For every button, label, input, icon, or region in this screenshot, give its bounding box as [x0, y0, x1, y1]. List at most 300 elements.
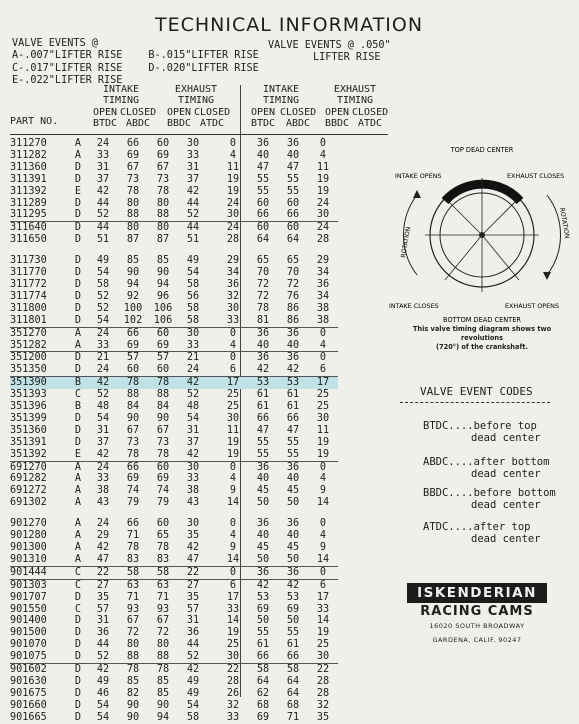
timing-value-cell: 42 — [178, 377, 218, 389]
timing-value-cell: 79 — [156, 497, 170, 509]
timing-value-cell: 53 — [286, 591, 300, 603]
timing-value-cell: 74 — [126, 485, 140, 497]
table-row — [10, 530, 338, 542]
table-row — [10, 579, 338, 591]
timing-value-cell: 19 — [226, 185, 240, 197]
timing-value-cell: 60 — [156, 138, 170, 149]
timing-value-cell: 36 — [256, 138, 270, 149]
lifter-rise-code-cell: A — [74, 530, 82, 542]
timing-value-cell: 64 — [286, 234, 300, 246]
timing-value-cell: 0 — [218, 461, 248, 473]
timing-value-cell: 93 — [156, 603, 170, 615]
table-row — [10, 566, 338, 579]
timing-value-cell: 61 — [286, 401, 300, 413]
timing-value-cell: 85 — [126, 255, 140, 267]
timing-value-cell: 53 — [256, 591, 270, 603]
lifter-rise-code-cell: D — [68, 352, 88, 364]
timing-value-cell: 4 — [319, 149, 327, 161]
timing-value-cell: 4 — [229, 149, 237, 161]
timing-value-cell: 70 — [286, 267, 300, 279]
lifter-rise-code-cell: A — [74, 485, 82, 497]
timing-value-cell: 25 — [226, 389, 240, 401]
timing-value-cell: 57 — [148, 352, 178, 364]
timing-value-cell: 72 — [256, 278, 270, 290]
timing-value-cell: 22 — [88, 566, 118, 579]
timing-value-cell: 61 — [256, 401, 270, 413]
timing-value-cell: 60 — [278, 222, 308, 234]
timing-value-cell: 80 — [126, 639, 140, 651]
lifter-rise-code-cell: A — [74, 518, 82, 530]
lifter-rise-code-cell: D — [74, 711, 82, 723]
timing-value-cell: 78 — [256, 302, 270, 314]
timing-value-cell: 78 — [156, 542, 170, 553]
timing-value-cell: 37 — [186, 173, 200, 185]
timing-value-cell: 60 — [156, 518, 170, 530]
timing-value-cell: 57 — [118, 352, 148, 364]
part-number-cell: 901630 — [10, 675, 47, 687]
part-number-cell: 311282 — [10, 149, 47, 161]
table-row — [10, 592, 338, 604]
lifter-rise-code-cell: C — [68, 579, 88, 591]
part-number-cell: 901602 — [10, 664, 68, 676]
timing-value-cell: 72 — [286, 278, 300, 290]
part-number-cell: 901550 — [10, 603, 47, 615]
timing-value-cell: 28 — [316, 234, 330, 246]
part-number-cell: 311391 — [10, 173, 47, 185]
timing-value-cell: 73 — [126, 173, 140, 185]
lifter-rise-code-cell: D — [74, 627, 82, 639]
part-number-cell: 351391 — [10, 436, 47, 448]
timing-value-cell: 0 — [308, 566, 338, 579]
lifter-rise-code-cell: A — [74, 149, 82, 161]
part-number-cell: 901400 — [10, 615, 47, 627]
rise-d: D-.020"LIFTER RISE — [148, 62, 259, 74]
part-number-cell: 311801 — [10, 314, 47, 326]
timing-value-cell: 19 — [316, 173, 330, 185]
table-row — [10, 461, 338, 473]
timing-value-cell: 49 — [186, 687, 200, 699]
table-row — [10, 138, 338, 150]
timing-value-cell: 96 — [156, 290, 170, 302]
table-row — [10, 542, 338, 554]
timing-value-cell: 69 — [256, 711, 270, 723]
timing-value-cell: 78 — [156, 448, 170, 460]
timing-value-cell: 0 — [319, 138, 327, 149]
part-number-cell: 311270 — [10, 138, 47, 149]
timing-value-cell: 27 — [88, 579, 118, 591]
timing-value-cell: 30 — [226, 209, 240, 221]
timing-value-cell: 40 — [286, 149, 300, 161]
timing-value-cell: 47 — [256, 161, 270, 173]
timing-value-cell: 78 — [148, 377, 178, 389]
timing-value-cell: 65 — [156, 530, 170, 542]
timing-value-cell: 94 — [156, 711, 170, 723]
timing-value-cell: 33 — [96, 473, 110, 485]
timing-value-cell: 85 — [126, 675, 140, 687]
timing-value-cell: 6 — [319, 364, 327, 376]
timing-value-cell: 4 — [319, 473, 327, 485]
timing-value-cell: 65 — [286, 255, 300, 267]
part-number-cell: 311774 — [10, 290, 47, 302]
part-number-cell: 311640 — [10, 222, 68, 234]
timing-value-cell: 9 — [319, 485, 327, 497]
timing-value-cell: 35 — [186, 591, 200, 603]
timing-value-cell: 33 — [316, 603, 330, 615]
timing-value-cell: 90 — [126, 711, 140, 723]
timing-value-cell: 58 — [118, 566, 148, 579]
timing-value-cell: 55 — [286, 436, 300, 448]
timing-value-cell: 31 — [96, 615, 110, 627]
timing-value-cell: 67 — [126, 615, 140, 627]
timing-value-cell: 33 — [186, 149, 200, 161]
timing-value-cell: 34 — [226, 267, 240, 279]
timing-value-cell: 55 — [256, 436, 270, 448]
timing-value-cell: 66 — [126, 518, 140, 530]
timing-value-cell: 25 — [226, 639, 240, 651]
timing-value-cell: 58 — [186, 711, 200, 723]
timing-value-cell: 19 — [316, 627, 330, 639]
timing-value-cell: 86 — [286, 314, 300, 326]
table-row — [10, 664, 338, 676]
timing-value-cell: 42 — [286, 364, 300, 376]
part-number-cell: 311289 — [10, 197, 47, 209]
timing-value-cell: 78 — [156, 185, 170, 197]
timing-value-cell: 78 — [126, 185, 140, 197]
timing-value-cell: 9 — [229, 485, 237, 497]
timing-value-cell: 14 — [226, 497, 240, 509]
part-number-cell: 901500 — [10, 627, 47, 639]
rise-050-line1: VALVE EVENTS @ .050" — [268, 40, 391, 51]
timing-value-cell: 36 — [278, 327, 308, 339]
timing-value-cell: 9 — [229, 542, 237, 553]
timing-value-cell: 36 — [248, 352, 278, 364]
timing-value-cell: 28 — [226, 234, 240, 246]
part-number-cell: 691282 — [10, 473, 47, 485]
timing-value-cell: 6 — [218, 579, 248, 591]
lifter-rise-code-cell: D — [74, 314, 82, 326]
timing-value-cell: 83 — [156, 553, 170, 565]
timing-value-cell: 73 — [156, 173, 170, 185]
hdr-closed-2: CLOSED ATDC — [194, 107, 231, 129]
part-number-cell: 691302 — [10, 497, 47, 509]
timing-value-cell: 42 — [256, 364, 270, 376]
timing-value-cell: 80 — [118, 222, 148, 234]
timing-value-cell: 45 — [256, 542, 270, 553]
timing-value-cell: 33 — [186, 339, 200, 351]
timing-value-cell: 30 — [186, 518, 200, 530]
part-number-cell: 351396 — [10, 401, 47, 413]
timing-value-cell: 94 — [126, 278, 140, 290]
table-row — [10, 377, 338, 389]
timing-value-cell: 58 — [96, 278, 110, 290]
table-row — [10, 315, 338, 327]
timing-value-cell: 33 — [96, 339, 110, 351]
timing-value-cell: 88 — [126, 209, 140, 221]
timing-value-cell: 32 — [226, 290, 240, 302]
racing-cams-logo: RACING CAMS — [420, 604, 534, 619]
timing-value-cell: 0 — [218, 327, 248, 339]
timing-value-cell: 92 — [126, 290, 140, 302]
rotation-arrow-right — [543, 272, 551, 280]
rise-c: C-.017"LIFTER RISE — [12, 62, 123, 74]
rotation-arc-right — [547, 195, 561, 275]
lifter-rise-code-cell: D — [68, 664, 88, 676]
timing-value-cell: 55 — [256, 173, 270, 185]
timing-value-cell: 19 — [226, 173, 240, 185]
timing-value-cell: 71 — [286, 711, 300, 723]
timing-value-cell: 0 — [218, 352, 248, 364]
timing-value-cell: 85 — [156, 675, 170, 687]
exhaust-timing-050-header: EXHAUST TIMING — [333, 84, 377, 106]
timing-value-cell: 66 — [118, 461, 148, 473]
timing-value-cell: 0 — [218, 566, 248, 579]
timing-value-cell: 66 — [286, 412, 300, 424]
lifter-rise-heading: VALVE EVENTS @ — [12, 38, 98, 49]
timing-value-cell: 79 — [126, 497, 140, 509]
part-number-cell: 311650 — [10, 234, 47, 246]
lifter-rise-code-cell: D — [74, 436, 82, 448]
timing-value-cell: 30 — [316, 209, 330, 221]
timing-value-cell: 40 — [256, 339, 270, 351]
timing-value-cell: 6 — [229, 364, 237, 376]
timing-value-cell: 33 — [96, 149, 110, 161]
timing-value-cell: 47 — [186, 553, 200, 565]
timing-value-cell: 34 — [316, 267, 330, 279]
timing-value-cell: 44 — [178, 222, 218, 234]
timing-value-cell: 26 — [226, 687, 240, 699]
part-number-cell: 901270 — [10, 518, 47, 530]
timing-value-cell: 53 — [248, 377, 278, 389]
timing-value-cell: 35 — [316, 711, 330, 723]
timing-value-cell: 67 — [156, 615, 170, 627]
timing-value-cell: 42 — [88, 377, 118, 389]
timing-value-cell: 73 — [126, 436, 140, 448]
valve-event-codes-title: VALVE EVENT CODES — [420, 385, 533, 398]
table-row — [10, 615, 338, 627]
rise-e: E-.022"LIFTER RISE — [12, 75, 123, 87]
timing-value-cell: 21 — [178, 352, 218, 364]
timing-value-cell: 50 — [256, 497, 270, 509]
timing-value-cell: 74 — [156, 485, 170, 497]
timing-value-cell: 90 — [126, 699, 140, 711]
timing-value-cell: 36 — [248, 566, 278, 579]
timing-value-cell: 42 — [88, 664, 118, 676]
table-row — [10, 291, 338, 303]
timing-value-cell: 60 — [156, 364, 170, 376]
timing-value-cell: 40 — [256, 149, 270, 161]
timing-value-cell: 31 — [186, 161, 200, 173]
table-row — [10, 437, 338, 449]
lifter-rise-code-cell: D — [74, 267, 82, 279]
timing-value-cell: 19 — [316, 448, 330, 460]
table-row — [10, 234, 338, 246]
intake-closes-label: INTAKE CLOSES — [389, 302, 439, 310]
part-number-cell: 311730 — [10, 255, 47, 267]
timing-value-cell: 52 — [96, 389, 110, 401]
lifter-rise-code-cell: C — [74, 389, 82, 401]
lifter-rise-code-cell: A — [74, 473, 82, 485]
timing-value-cell: 64 — [286, 687, 300, 699]
part-number-cell: 351282 — [10, 339, 47, 351]
timing-value-cell: 47 — [96, 553, 110, 565]
timing-value-cell: 11 — [316, 424, 330, 436]
timing-value-cell: 55 — [286, 448, 300, 460]
group-spacer — [10, 509, 338, 518]
timing-value-cell: 38 — [316, 302, 330, 314]
timing-value-cell: 58 — [248, 664, 278, 676]
table-row — [10, 209, 338, 221]
code-bbdc: BBDC....before bottom dead center — [423, 487, 556, 511]
lifter-rise-code-cell: D — [74, 699, 82, 711]
timing-value-cell: 31 — [186, 615, 200, 627]
hdr-closed-3: CLOSED ABDC — [280, 107, 317, 129]
table-row — [10, 518, 338, 530]
timing-value-cell: 60 — [148, 461, 178, 473]
lifter-rise-code-cell: C — [74, 603, 82, 615]
header-rule — [10, 134, 388, 135]
timing-value-cell: 0 — [229, 138, 237, 149]
timing-value-cell: 4 — [229, 473, 237, 485]
lifter-rise-code-cell: D — [74, 290, 82, 302]
hdr-open-4: OPEN BBDC — [324, 107, 350, 129]
timing-value-cell: 36 — [226, 278, 240, 290]
timing-value-cell: 19 — [316, 436, 330, 448]
timing-value-cell: 29 — [316, 255, 330, 267]
part-no-header: PART NO. — [10, 116, 59, 127]
timing-value-cell: 85 — [156, 687, 170, 699]
timing-value-cell: 64 — [256, 675, 270, 687]
timing-value-cell: 4 — [229, 339, 237, 351]
timing-value-cell: 24 — [186, 364, 200, 376]
timing-value-cell: 100 — [123, 302, 143, 314]
timing-value-cell: 69 — [126, 339, 140, 351]
timing-value-cell: 28 — [316, 687, 330, 699]
io-line — [447, 200, 482, 235]
lifter-rise-code-cell: B — [68, 377, 88, 389]
hdr-closed-4: CLOSED ATDC — [352, 107, 389, 129]
timing-value-cell: 93 — [126, 603, 140, 615]
timing-value-cell: 55 — [286, 627, 300, 639]
timing-value-cell: 17 — [316, 591, 330, 603]
timing-value-cell: 40 — [286, 530, 300, 542]
timing-value-cell: 4 — [319, 339, 327, 351]
timing-value-cell: 45 — [286, 542, 300, 553]
diagram-caption: This valve timing diagram shows two revolutions (720°) of the crankshaft. — [412, 325, 552, 351]
timing-value-cell: 30 — [186, 138, 200, 149]
lifter-rise-050 — [268, 40, 391, 65]
timing-value-cell: 11 — [226, 161, 240, 173]
timing-value-cell: 24 — [96, 364, 110, 376]
timing-value-cell: 17 — [308, 377, 338, 389]
lifter-rise-legend — [12, 38, 259, 88]
lifter-rise-code-cell: A — [74, 497, 82, 509]
table-row — [10, 198, 338, 210]
timing-value-cell: 69 — [156, 149, 170, 161]
timing-value-cell: 29 — [96, 530, 110, 542]
timing-value-cell: 90 — [156, 267, 170, 279]
timing-value-cell: 58 — [186, 302, 200, 314]
timing-value-cell: 90 — [126, 412, 140, 424]
table-row — [10, 425, 338, 437]
timing-value-cell: 66 — [256, 209, 270, 221]
timing-value-cell: 45 — [256, 485, 270, 497]
part-number-cell: 351399 — [10, 412, 47, 424]
lifter-rise-code-cell: C — [68, 566, 88, 579]
timing-value-cell: 68 — [256, 699, 270, 711]
timing-value-cell: 25 — [226, 401, 240, 413]
timing-value-cell: 28 — [316, 675, 330, 687]
timing-value-cell: 69 — [126, 149, 140, 161]
timing-value-cell: 30 — [226, 651, 240, 663]
timing-value-cell: 30 — [316, 412, 330, 424]
timing-value-cell: 48 — [96, 401, 110, 413]
timing-value-cell: 73 — [156, 436, 170, 448]
timing-value-cell: 36 — [186, 627, 200, 639]
timing-value-cell: 90 — [156, 699, 170, 711]
timing-value-cell: 19 — [316, 185, 330, 197]
valve-timing-table — [10, 138, 338, 724]
timing-value-cell: 30 — [178, 461, 218, 473]
timing-value-cell: 11 — [226, 424, 240, 436]
timing-value-cell: 55 — [286, 173, 300, 185]
timing-value-cell: 54 — [96, 412, 110, 424]
timing-value-cell: 78 — [126, 542, 140, 553]
timing-value-cell: 51 — [186, 234, 200, 246]
table-row — [10, 688, 338, 700]
part-number-cell: 691270 — [10, 461, 68, 473]
intake-timing-header: INTAKE TIMING — [102, 84, 140, 106]
timing-value-cell: 38 — [316, 314, 330, 326]
part-number-cell: 351200 — [10, 352, 68, 364]
timing-value-cell: 44 — [186, 639, 200, 651]
timing-value-cell: 54 — [96, 699, 110, 711]
timing-value-cell: 37 — [96, 173, 110, 185]
part-number-cell: 311800 — [10, 302, 47, 314]
valve-timing-diagram — [387, 140, 577, 340]
timing-value-cell: 50 — [286, 497, 300, 509]
part-number-cell: 901675 — [10, 687, 47, 699]
timing-value-cell: 88 — [126, 389, 140, 401]
timing-value-cell: 58 — [186, 278, 200, 290]
timing-value-cell: 24 — [226, 197, 240, 209]
timing-value-cell: 63 — [118, 579, 148, 591]
timing-value-cell: 42 — [278, 579, 308, 591]
part-number-cell: 311392 — [10, 185, 47, 197]
page-title: TECHNICAL INFORMATION — [155, 14, 424, 36]
timing-value-cell: 36 — [248, 461, 278, 473]
lifter-rise-code-cell: D — [74, 161, 82, 173]
part-number-cell: 901660 — [10, 699, 47, 711]
timing-value-cell: 44 — [96, 197, 110, 209]
table-row — [10, 651, 338, 663]
bdc-label: BOTTOM DEAD CENTER — [443, 316, 521, 324]
hdr-closed-1: CLOSED ABDC — [120, 107, 157, 129]
timing-value-cell: 82 — [126, 687, 140, 699]
rise-050-line2: LIFTER RISE — [313, 52, 381, 64]
timing-value-cell: 60 — [286, 197, 300, 209]
timing-value-cell: 36 — [278, 566, 308, 579]
timing-value-cell: 54 — [186, 267, 200, 279]
rotation-label-left: ROTATION — [400, 226, 413, 259]
part-number-cell: 901070 — [10, 639, 47, 651]
timing-value-cell: 14 — [316, 615, 330, 627]
table-row — [10, 327, 338, 339]
timing-value-cell: 62 — [256, 687, 270, 699]
lifter-rise-code-cell: D — [74, 639, 82, 651]
timing-value-cell: 78 — [118, 664, 148, 676]
timing-value-cell: 11 — [316, 161, 330, 173]
table-row — [10, 413, 338, 425]
